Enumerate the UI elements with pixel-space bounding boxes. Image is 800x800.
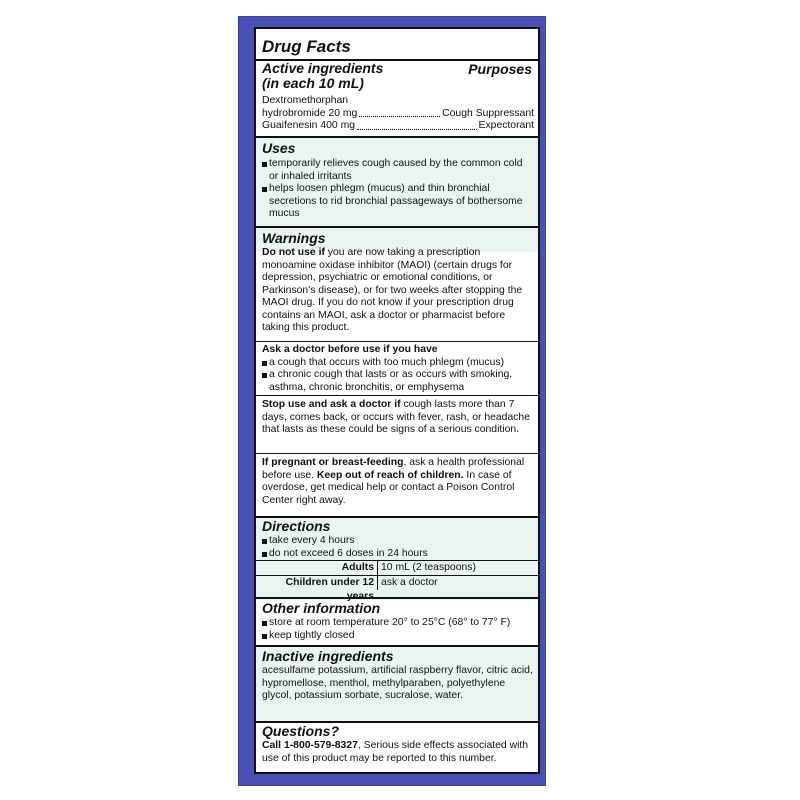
questions-phone: Call 1-800-579-8327 [262, 740, 358, 751]
uses-list [262, 158, 534, 221]
pregnancy-body: , ask a health professional before use. [262, 457, 525, 481]
warnings-section [256, 228, 538, 543]
other-info-item-1: store at room temperature 20° to 25°C (68° to 77° F) [262, 617, 534, 630]
dosage-row-adults [256, 560, 538, 575]
directions-heading: Directions [262, 518, 331, 534]
leader-dots [357, 120, 477, 130]
drug-facts-title: Drug Facts [262, 37, 351, 56]
drug-facts-label [254, 27, 540, 774]
ingredient-1-dose: hydrobromide 20 mg [262, 107, 358, 119]
questions-heading: Questions? [262, 723, 340, 739]
ingredient-2-row [262, 120, 534, 133]
pregnancy-text [262, 457, 534, 507]
ingredient-2-dose: Guaifenesin 400 mg [262, 120, 355, 131]
divider [256, 341, 538, 342]
directions-list [262, 535, 534, 560]
questions-section [256, 723, 538, 773]
divider [256, 395, 538, 396]
directions-section [256, 518, 538, 600]
ingredient-1-row [262, 108, 534, 121]
stop-use-text [262, 399, 534, 437]
pregnancy-lead: If pregnant or breast-feeding [262, 457, 404, 468]
other-info-list [262, 617, 534, 642]
do-not-use-body: you are now taking a prescription monoamine oxidase inhibitor (MAOI) (certain drugs for depression, psychiatric or emotional conditions, or Parkinson's disease), or for two weeks after stopping the MAOI drug. If you do not know if your prescription drug contains an MAOI, ask a doctor or pharmacist before taking this product. [262, 247, 523, 333]
stop-use-body: cough lasts more than 7 days, comes back, or occurs with fever, rash, or headache that lasts as these could be signs of a serious condition. [262, 399, 530, 435]
directions-item-1: take every 4 hours [262, 535, 534, 548]
inactive-ingredients-text: acesulfame potassium, artificial raspberry flavor, citric acid, hypromellose, menthol, methylparaben, polyethylene glycol, potassium sorbate, sucralose, water. [262, 665, 533, 701]
ingredient-1-purpose: Cough Suppressant [442, 107, 534, 119]
purposes-heading: Purposes [468, 61, 532, 77]
inactive-ingredients-heading: Inactive ingredients [262, 648, 394, 664]
ask-doctor-item-1: a cough that occurs with too much phlegm (mucus) [262, 357, 534, 370]
leader-dots [359, 108, 440, 118]
dosage-label-children: Children under 12 [256, 576, 378, 590]
keep-out-of-reach: Keep out of reach of children. [316, 469, 464, 481]
stop-use-lead: Stop use and ask a doctor if [262, 399, 401, 410]
active-heading-line2: (in each 10 mL) [262, 75, 364, 91]
inactive-ingredients-section [256, 647, 538, 721]
overdose-text: In case of overdose, get medical help or contact a Poison Control Center right away. [262, 469, 515, 506]
other-info-heading: Other information [262, 600, 381, 616]
title-section [256, 29, 538, 63]
dosage-value-adults: 10 mL (2 teaspoons) [381, 562, 476, 573]
questions-text [262, 740, 534, 765]
dosage-table [256, 560, 538, 590]
uses-item-2: helps loosen phlegm (mucus) and thin bronchial secretions to rid bronchial passageways of bothersome mucus [262, 183, 534, 221]
uses-heading: Uses [262, 140, 296, 156]
ingredient-2-purpose: Expectorant [478, 120, 534, 131]
other-info-section [256, 599, 538, 644]
questions-body: , Serious side effects associated with use of this product may be reported to this number. [262, 740, 529, 764]
ingredient-1-name: Dextromethorphan [262, 95, 349, 106]
ask-doctor-block [262, 344, 534, 394]
do-not-use-lead: Do not use if [262, 247, 325, 258]
warnings-heading: Warnings [262, 230, 326, 246]
do-not-use-text [262, 247, 534, 335]
other-info-item-2: keep tightly closed [262, 630, 534, 643]
divider [256, 453, 538, 454]
ask-doctor-item-2: a chronic cough that lasts or as occurs with smoking, asthma, chronic bronchitis, or emphysema [262, 369, 534, 394]
active-heading-line1: Active ingredients [262, 60, 384, 76]
dosage-label-adults: Adults [256, 561, 378, 575]
ask-doctor-heading: Ask a doctor before use if you have [262, 344, 438, 355]
active-ingredients-heading [262, 61, 383, 91]
uses-item-1: temporarily relieves cough caused by the common cold or inhaled irritants [262, 158, 534, 183]
dosage-row-children [256, 575, 538, 590]
directions-item-2: do not exceed 6 doses in 24 hours [262, 548, 534, 561]
dosage-value-children: ask a doctor [381, 577, 438, 588]
active-ingredient-list [262, 95, 534, 133]
